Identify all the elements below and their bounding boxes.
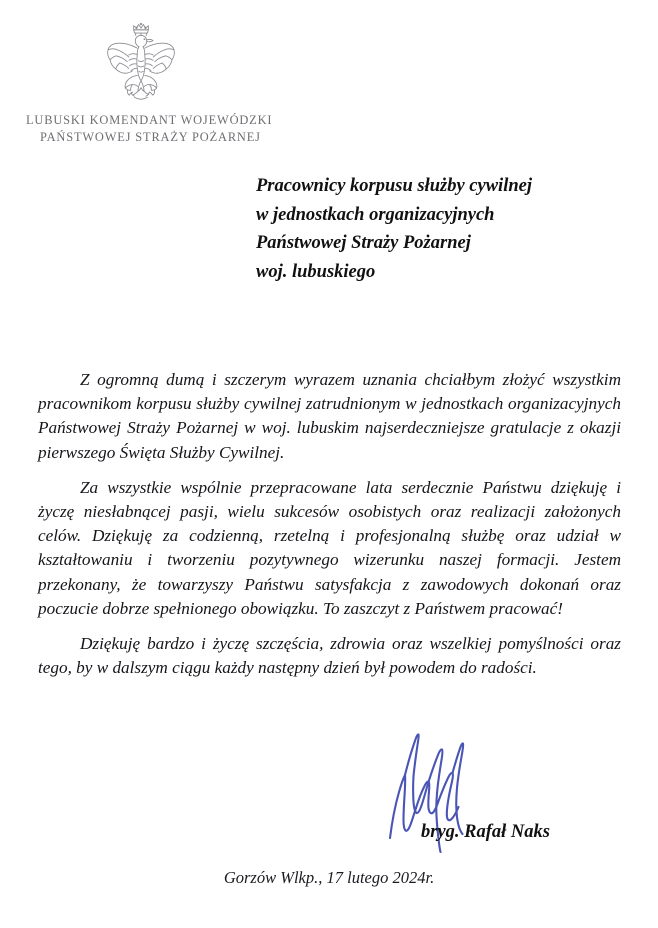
polish-eagle-coat-of-arms-icon [100,20,182,108]
body-paragraph-1: Z ogromną dumą i szczerym wyrazem uznania chciałbym złożyć wszystkim pracownikom korpusu służby cywilnej zatrudnionym w jednostkach organizacyjnych Państwowej Straży Pożarnej w woj. lubuskim najserdeczniejsze gratulacje z okazji pierwszego Święta Służby Cywilnej. [38,370,621,462]
signature-name: bryg. Rafał Naks [421,822,550,842]
addressee-line-4: woj. lubuskiego [256,261,376,282]
letter-body [38,368,621,680]
addressee-line-1: Pracownicy korpusu służby cywilnej [256,176,532,196]
addressee-block [256,172,636,286]
body-paragraph-3: Dziękuję bardzo i życzę szczęścia, zdrowia oraz wszelkiej pomyślności oraz tego, by w dalszym ciągu każdy następny dzień był powodem do radości. [38,634,621,678]
addressee-line-3: Państwowej Straży Pożarnej [256,233,471,253]
date-line: Gorzów Wlkp., 17 lutego 2024r. [223,868,435,887]
letterhead-title-line2: PAŃSTWOWEJ STRAŻY POŻARNEJ [40,130,261,144]
body-paragraph-2: Za wszystkie wspólnie przepracowane lata serdecznie Państwu dziękuję i życzę niesłabnącej pasji, wielu sukcesów osobistych oraz realizacji założonych celów. Dziękuję za codzienną, rzetelną i profesjonalną służbę oraz udział w kształtowaniu i tworzeniu pozytywnego wizerunku naszej formacji. Jestem przekonany, że towarzyszy Państwu satysfakcja z zawodowych dokonań oraz poczucie dobrze spełnionego obowiązku. To zaszczyt z Państwem pracować! [38,477,621,618]
letterhead-title [26,112,326,146]
addressee-line-2: w jednostkach organizacyjnych [256,204,495,225]
letterhead-title-line1: LUBUSKI KOMENDANT WOJEWÓDZKI [26,113,273,127]
